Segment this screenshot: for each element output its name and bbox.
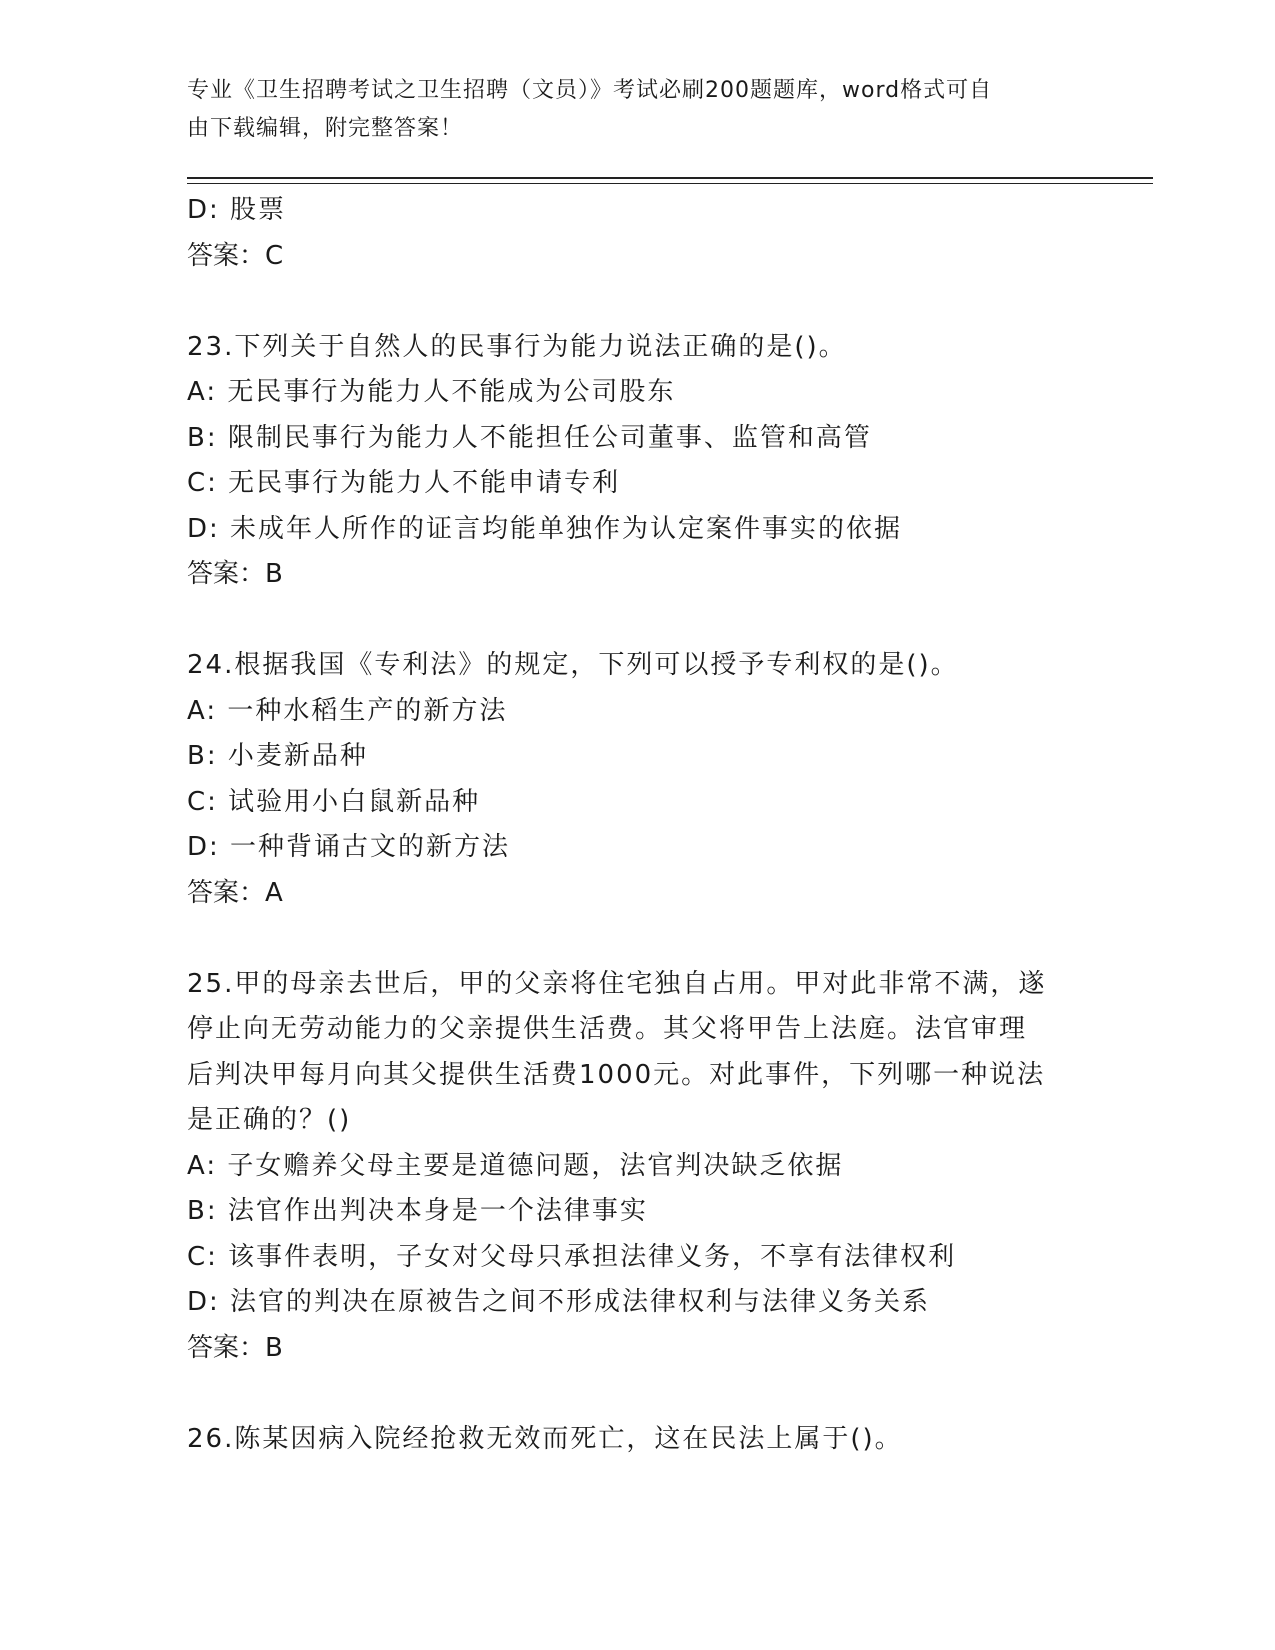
document-header xyxy=(187,72,1087,148)
option-a: A: 子女赡养父母主要是道德问题，法官判决缺乏依据 xyxy=(187,1150,844,1181)
document-body xyxy=(187,188,1087,1462)
spacer xyxy=(187,916,1087,962)
answer: 答案：B xyxy=(187,559,283,589)
spacer xyxy=(187,1371,1087,1417)
option-b: B: 法官作出判决本身是一个法律事实 xyxy=(187,1196,648,1226)
question-25 xyxy=(187,962,1087,1372)
option-d: D: 法官的判决在原被告之间不形成法律权利与法律义务关系 xyxy=(187,1287,931,1317)
option-a: A: 一种水稻生产的新方法 xyxy=(187,695,508,726)
option-d: D: 未成年人所作的证言均能单独作为认定案件事实的依据 xyxy=(187,513,903,544)
option-c: C: 试验用小白鼠新品种 xyxy=(187,786,481,817)
question-stem-line-2: 停止向无劳动能力的父亲提供生活费。其父将甲告上法庭。法官审理 xyxy=(187,1014,1028,1044)
question-stem: 24.根据我国《专利法》的规定，下列可以授予专利权的是()。 xyxy=(187,650,959,680)
question-stem: 23.下列关于自然人的民事行为能力说法正确的是()。 xyxy=(187,331,847,362)
option-b: B: 限制民事行为能力人不能担任公司董事、监管和高管 xyxy=(187,422,872,453)
question-stem-line-3: 后判决甲每月向其父提供生活费1000元。对此事件，下列哪一种说法 xyxy=(187,1059,1046,1090)
option-b: B: 小麦新品种 xyxy=(187,741,368,771)
answer: 答案：B xyxy=(187,1332,283,1363)
question-26 xyxy=(187,1417,1087,1463)
header-line-1: 专业《卫生招聘考试之卫生招聘（文员）》考试必刷200题题库，word格式可自 xyxy=(187,78,993,103)
header-line-2: 由下载编辑，附完整答案！ xyxy=(187,116,464,141)
prev-answer: 答案：C xyxy=(187,240,284,271)
prev-option-d: D: 股票 xyxy=(187,195,287,225)
header-rule-thick xyxy=(187,177,1153,179)
option-a: A: 无民事行为能力人不能成为公司股东 xyxy=(187,377,676,407)
answer: 答案：A xyxy=(187,877,283,908)
question-24 xyxy=(187,643,1087,916)
question-stem-line-4: 是正确的？() xyxy=(187,1105,352,1135)
spacer xyxy=(187,598,1087,644)
header-rule-thin xyxy=(187,183,1153,184)
option-d: D: 一种背诵古文的新方法 xyxy=(187,832,511,862)
spacer xyxy=(187,279,1087,325)
option-c: C: 无民事行为能力人不能申请专利 xyxy=(187,468,621,498)
question-23 xyxy=(187,325,1087,598)
question-stem: 26.陈某因病入院经抢救无效而死亡，这在民法上属于()。 xyxy=(187,1423,903,1454)
option-c: C: 该事件表明，子女对父母只承担法律义务，不享有法律权利 xyxy=(187,1241,957,1272)
question-stem-line-1: 25.甲的母亲去世后，甲的父亲将住宅独自占用。甲对此非常不满，遂 xyxy=(187,968,1047,999)
